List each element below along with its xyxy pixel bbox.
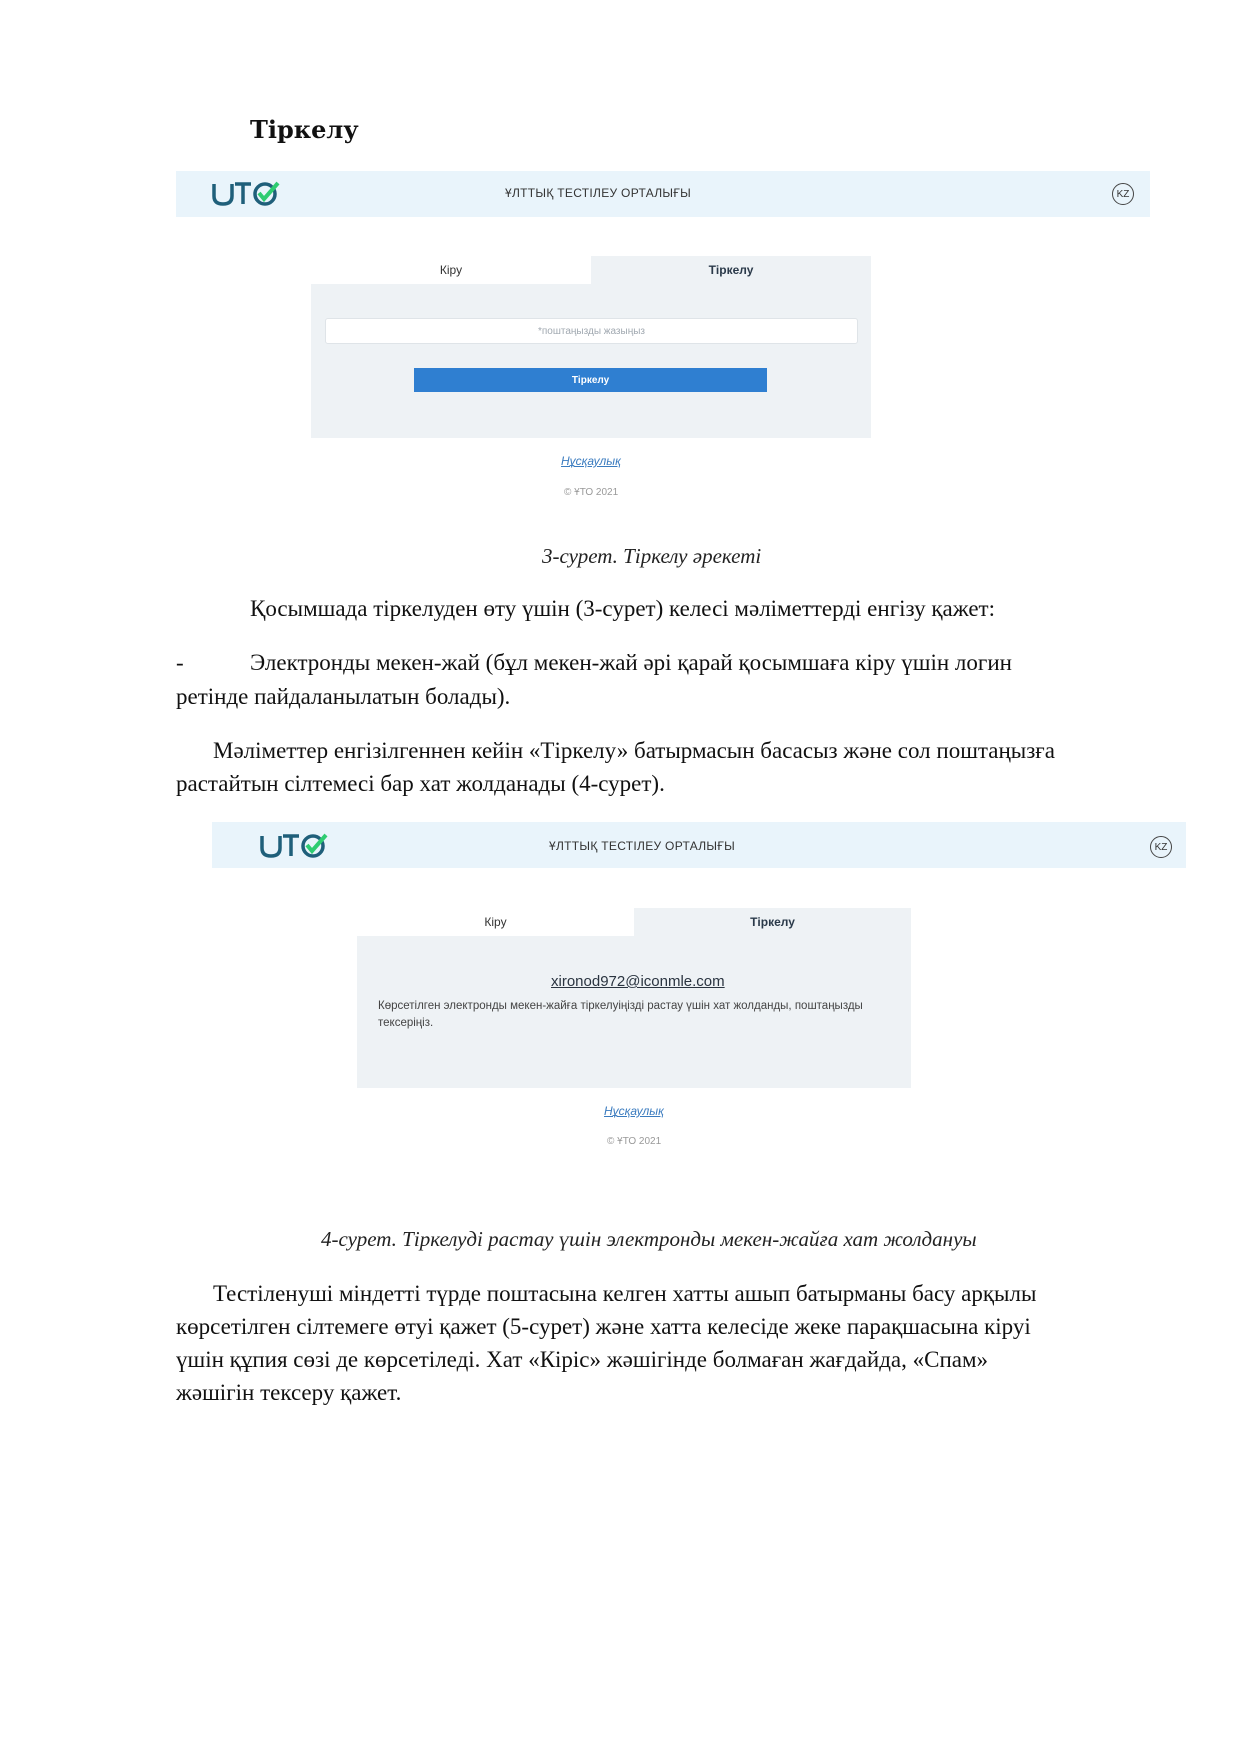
list-item-line1: Электронды мекен-жай (бұл мекен-жай әрі қарай қосымшаға кіру үшін логин: [250, 650, 1012, 675]
paragraph-3-line4: жәшігін тексеру қажет.: [176, 1380, 402, 1405]
help-link[interactable]: Нұсқаулық: [604, 1104, 664, 1118]
register-button[interactable]: Тіркелу: [414, 368, 767, 392]
tab-login[interactable]: Кіру: [484, 915, 507, 929]
email-input[interactable]: *поштаңызды жазыңыз: [325, 318, 858, 344]
register-panel: [311, 284, 871, 438]
section-heading: Тіркелу: [250, 115, 359, 144]
copyright: © ҰТО 2021: [607, 1136, 662, 1147]
confirmation-message-line2: тексеріңіз.: [378, 1017, 434, 1029]
paragraph-3-line1: Тестіленуші міндетті түрде поштасына келген хатты ашып батырманы басу арқылы: [213, 1281, 1037, 1306]
paragraph-1: Қосымшада тіркелуден өту үшін (3-сурет) келесі мәліметтерді енгізу қажет:: [250, 596, 995, 621]
list-item-line2: ретінде пайдаланылатын болады).: [176, 684, 511, 709]
language-switch[interactable]: KZ: [1112, 183, 1134, 205]
tab-login[interactable]: Кіру: [439, 263, 463, 277]
help-link[interactable]: Нұсқаулық: [561, 454, 621, 468]
uto-logo[interactable]: [210, 178, 280, 208]
paragraph-3-line2: көрсетілген сілтемеге өтуі қажет (5-сурет) және хатта келесіде жеке парақшасына кіруі: [176, 1314, 1031, 1339]
tab-register[interactable]: Тіркелу: [634, 908, 911, 936]
figure-caption-3: 3-сурет. Тіркелу әрекеті: [542, 544, 762, 568]
header-title: ҰЛТТЫҚ ТЕСТІЛЕУ ОРТАЛЫҒЫ: [505, 186, 692, 200]
paragraph-3-line3: үшін құпия сөзі де көрсетіледі. Хат «Кіріс» жәшігінде болмаған жағдайда, «Спам»: [176, 1347, 989, 1372]
header-title: ҰЛТТЫҚ ТЕСТІЛЕУ ОРТАЛЫҒЫ: [549, 839, 736, 853]
uto-logo[interactable]: [258, 830, 328, 860]
paragraph-2-line1: Мәліметтер енгізілгеннен кейін «Тіркелу» батырмасын басасыз және сол поштаңызға: [213, 738, 1055, 763]
sent-email-address: xironod972@iconmle.com: [551, 973, 725, 990]
paragraph-2-line2: растайтын сілтемесі бар хат жолданады (4-сурет).: [176, 771, 665, 796]
copyright: © ҰТО 2021: [564, 487, 619, 498]
language-switch[interactable]: KZ: [1150, 836, 1172, 858]
confirmation-message-line1: Көрсетілген электронды мекен-жайға тіркелуіңізді растау үшін хат жолданды, поштаңызды: [378, 1000, 863, 1012]
list-dash: -: [176, 650, 184, 675]
figure-caption-4: 4-сурет. Тіркелуді растау үшін электронды мекен-жайға хат жолдануы: [321, 1227, 977, 1251]
tab-register[interactable]: Тіркелу: [591, 256, 871, 284]
